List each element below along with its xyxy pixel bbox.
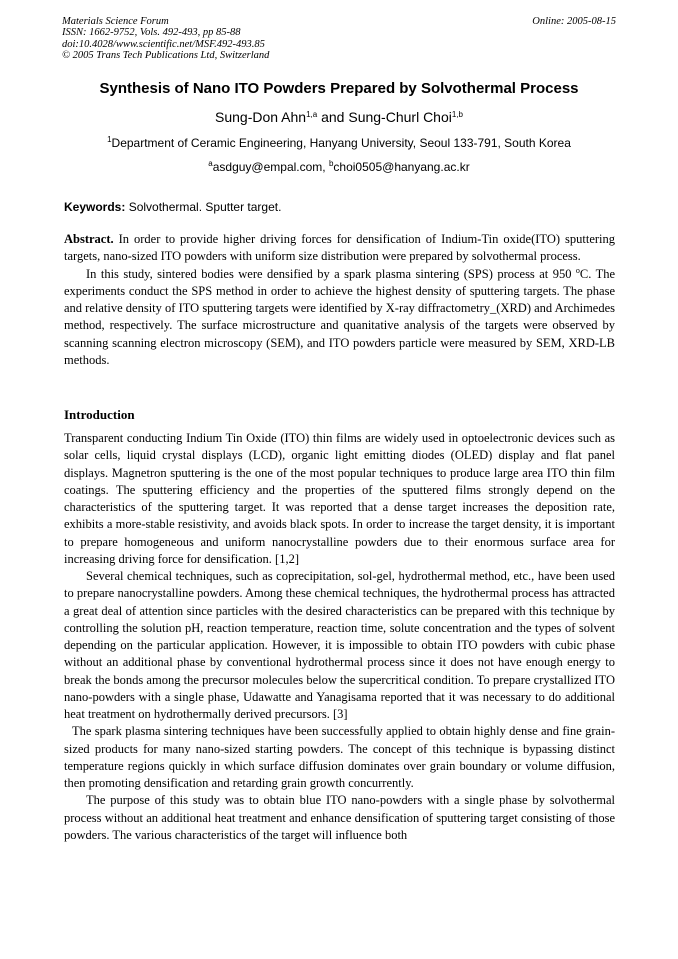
email-b: choi0505@hanyang.ac.kr: [333, 160, 470, 174]
affiliation-sup: 1: [107, 135, 112, 144]
abstract-p2-rest: C. The experiments conduct the SPS method in order to achieve the highest density of sputtering targets. The phase and relative density of ITO sputtering targets were identified by X-ray diffractometry_(XRD) and Archimedes method, respectively. The surface microstructure and quanitative analysis of the targets were observed by scanning scanning electron microscopy (SEM), and ITO powders particle were measured by SEM, XRD-LB methods.: [64, 266, 615, 367]
abstract-p1-text: In order to provide higher driving forces for densification of Indium-Tin oxide(ITO) sputtering targets, nano-sized ITO powders with uniform size distribution were prepared by solvothermal process.: [64, 232, 615, 264]
intro-paragraph-4: The purpose of this study was to obtain blue ITO nano-powders with a single phase by solvothermal process without an additional heat treatment and enhance densification of sputtering target consisting of those powders. The various characteristics of the target will influence both: [64, 793, 615, 842]
journal-name: Materials Science Forum: [62, 16, 169, 27]
keywords-text: Solvothermal. Sputter target.: [125, 200, 282, 214]
author-line: [0, 109, 678, 125]
paper-title: Synthesis of Nano ITO Powders Prepared by Solvothermal Process: [99, 80, 579, 97]
abstract-label: Abstract.: [64, 232, 114, 246]
journal-header: [62, 16, 616, 62]
author-2-sup: 1,b: [451, 110, 463, 119]
author-1-sup: 1,a: [306, 110, 318, 119]
author-1: Sung-Don Ahn: [215, 109, 307, 125]
abstract-p2-start: In this study, sintered bodies were densified by a spark plasma sintering (SPS) process at 950: [86, 266, 576, 281]
keywords-label: Keywords:: [64, 200, 126, 214]
intro-paragraph-1: Transparent conducting Indium Tin Oxide (ITO) thin films are widely used in optoelectronic devices such as solar cells, liquid crystal displays (LCD), organic light emitting diodes (OLED) display and flat panel displays. Magnetron sputtering is the one of the most popular techniques to produce large area ITO thin film coatings. The sputtering efficiency and the properties of the sputtered films strongly depend on the characteristics of the sputtering target. It was reported that a dense target increases the deposition rate, exhibits a more-stable resistivity, and avoids black spots. In order to increase the target density, it is important to prepare homogeneous and uniform nanocrystalline powders due to their enormous surface area for increasing driving force for densification. [1,2]: [64, 431, 615, 566]
abstract-paragraph-2: [64, 266, 615, 370]
email-b-sup: b: [328, 159, 334, 168]
author-2: Sung-Churl Choi: [348, 109, 452, 125]
abstract-paragraph-1: [64, 231, 615, 266]
degree-sup: o: [575, 265, 580, 275]
author-conjunction: and: [317, 109, 349, 125]
email-a-sup: a: [208, 159, 213, 168]
section-heading-introduction: Introduction: [64, 407, 135, 422]
copyright-line: © 2005 Trans Tech Publications Ltd, Switzerland: [62, 50, 270, 62]
online-date: Online: 2005-08-15: [532, 16, 616, 27]
email-line: [0, 160, 678, 174]
intro-paragraph-3: The spark plasma sintering techniques have been successfully applied to obtain highly dense and fine grain-sized products for many nano-sized starting powders. The concept of this technique is bypassing distinct temperature regions quickly in which surface diffusion dominates over grain boundary or volume diffusion, then promoting densification and retarding grain growth concurrently.: [64, 724, 615, 790]
affiliation-text: Department of Ceramic Engineering, Hanyang University, Seoul 133-791, South Korea: [111, 136, 571, 150]
doi-line: doi:10.4028/www.scientific.net/MSF.492-493.85: [62, 38, 265, 50]
introduction-body: [64, 430, 615, 844]
issn-line: ISSN: 1662-9752, Vols. 492-493, pp 85-88: [62, 27, 241, 39]
intro-paragraph-2: Several chemical techniques, such as coprecipitation, sol-gel, hydrothermal method, etc., have been used to prepare nanocrystalline powders. Among these chemical techniques, the hydrothermal process has attracted a great deal of attention since particles with the desired characteristics can be prepared with this technique by controlling the solution pH, reaction temperature, reaction time, solute concentration and the types of solvent depending on the particular application. However, it is impossible to obtain ITO powders with cubic phase without an additional phase by conventional hydrothermal process since it does not have enough energy to break the bonds among the precursor molecules below the supercritical condition. To prepare crystallized ITO nano-powders with a single phase, Udawatte and Yanagisama reported that it was necessary to do additional heat treatment on hydrothermally derived precursors. [3]: [64, 569, 615, 721]
abstract: [64, 231, 615, 369]
affiliation: [0, 136, 678, 150]
email-a: asdguy@empal.com,: [212, 160, 329, 174]
keywords: [64, 200, 616, 214]
